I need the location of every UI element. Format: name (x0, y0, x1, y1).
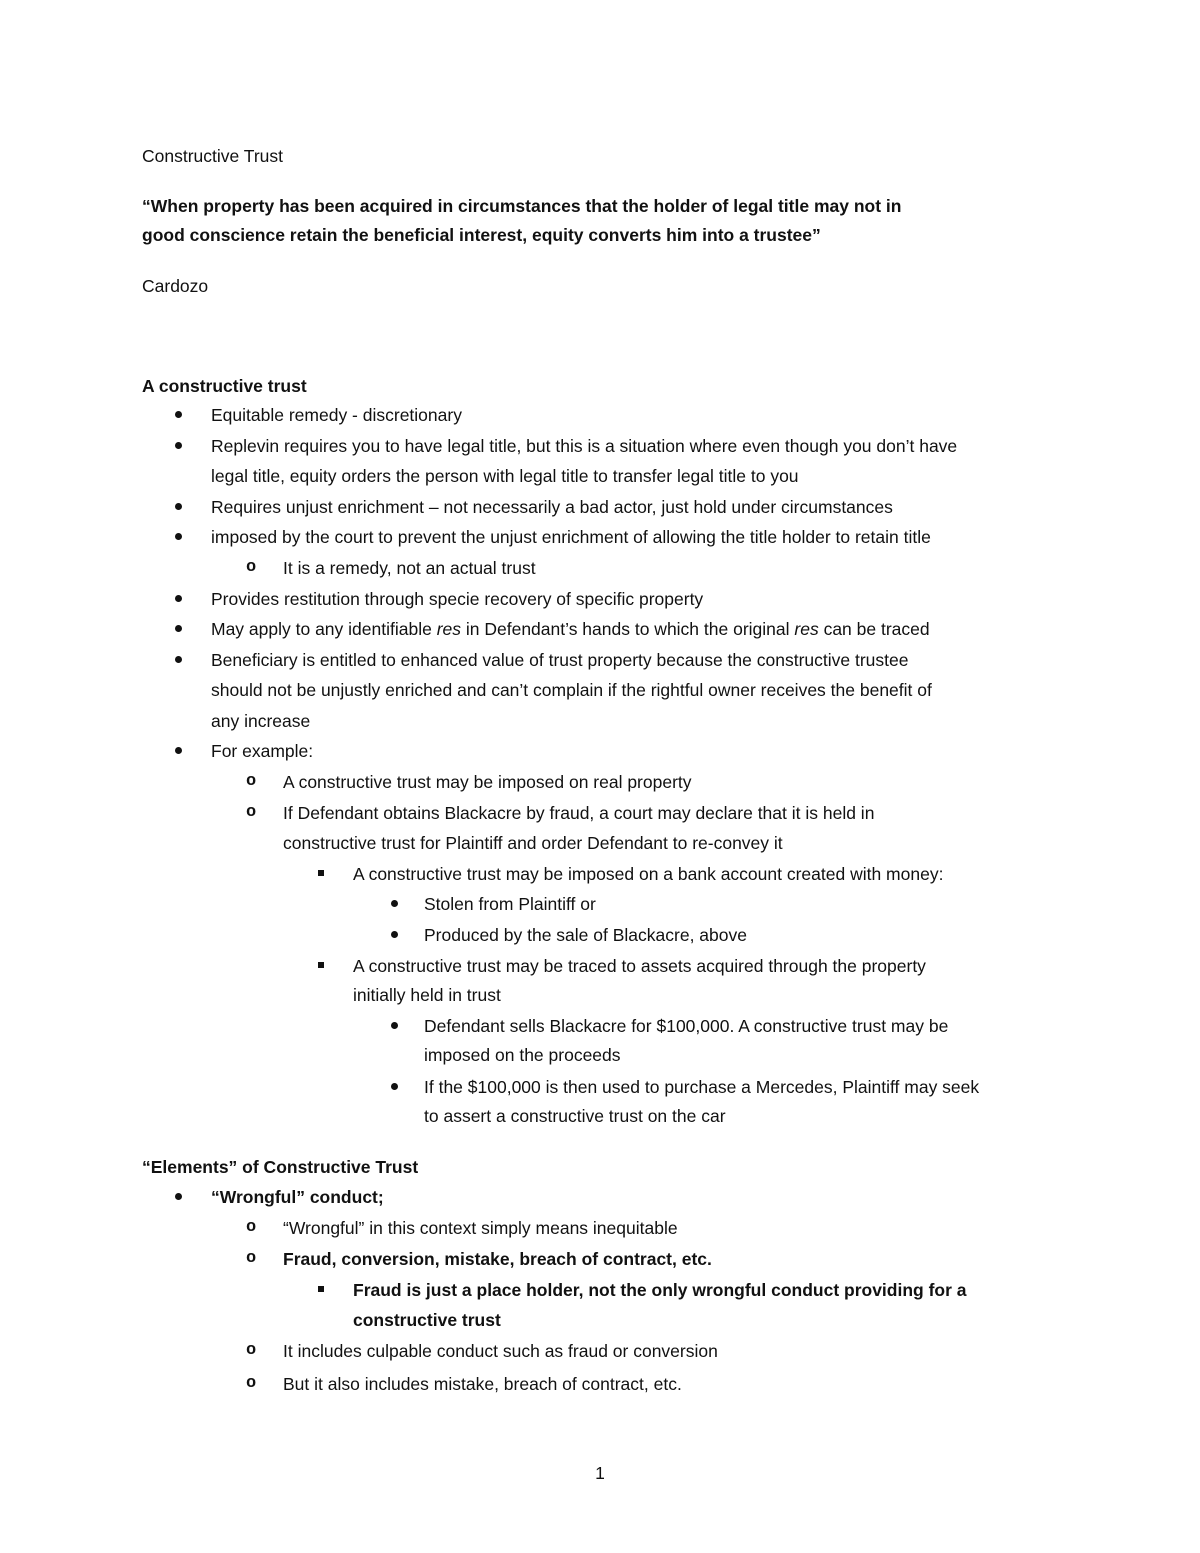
list-item-continuation: any increase (211, 711, 311, 731)
text-run-italic: res (794, 619, 819, 639)
quote-line-2: good conscience retain the beneficial interest, equity converts him into a trustee” (142, 225, 821, 245)
sub-bullet-o: o (246, 772, 257, 791)
list-item: Requires unjust enrichment – not necessarily a bad actor, just hold under circumstances (211, 497, 893, 517)
sub-sub-list-item: Fraud is just a place holder, not the only wrongful conduct providing for a (353, 1280, 967, 1300)
list-item: Beneficiary is entitled to enhanced value of trust property because the constructive trustee (211, 650, 909, 670)
sub-list-item: It is a remedy, not an actual trust (283, 558, 536, 578)
text-run-italic: res (436, 619, 462, 639)
list-item: Provides restitution through specie recovery of specific property (211, 589, 704, 609)
level4-list-item: Defendant sells Blackacre for $100,000. A constructive trust may be (424, 1016, 949, 1036)
bullet-dot (391, 931, 398, 938)
sub-list-item: “Wrongful” in this context simply means inequitable (283, 1218, 678, 1238)
bullet-dot (175, 625, 182, 632)
bullet-dot (175, 533, 182, 540)
document-title: Constructive Trust (142, 146, 284, 166)
bullet-dot (175, 656, 182, 663)
sub-bullet-o: o (246, 803, 257, 822)
list-item: Replevin requires you to have legal title, but this is a situation where even though you don’t have (211, 436, 958, 456)
bullet-dot (391, 1083, 398, 1090)
list-item-continuation: legal title, equity orders the person with legal title to transfer legal title to you (211, 466, 799, 486)
quote-author: Cardozo (142, 276, 209, 296)
level4-list-item: Produced by the sale of Blackacre, above (424, 925, 747, 945)
section-heading-constructive-trust: A constructive trust (142, 376, 307, 396)
page-number: 1 (595, 1463, 605, 1483)
text-run: in Defendant’s hands to which the original (461, 619, 795, 639)
list-item: For example: (211, 741, 314, 761)
quote-line-1: “When property has been acquired in circumstances that the holder of legal title may not in (142, 196, 902, 216)
sub-sub-list-item: A constructive trust may be imposed on a bank account created with money: (353, 864, 944, 884)
sub-bullet-o: o (246, 1218, 257, 1237)
sub-bullet-o: o (246, 1341, 257, 1360)
list-item: imposed by the court to prevent the unjust enrichment of allowing the title holder to retain title (211, 527, 931, 547)
list-item: Equitable remedy - discretionary (211, 405, 462, 425)
bullet-dot (175, 1193, 182, 1200)
bullet-dot (175, 442, 182, 449)
level4-list-item-continuation: to assert a constructive trust on the car (424, 1106, 726, 1126)
bullet-dot (175, 595, 182, 602)
level4-list-item: If the $100,000 is then used to purchase a Mercedes, Plaintiff may seek (424, 1077, 980, 1097)
sub-sub-list-item: A constructive trust may be traced to assets acquired through the property (353, 956, 926, 976)
sub-list-item: A constructive trust may be imposed on real property (283, 772, 692, 792)
level4-list-item-continuation: imposed on the proceeds (424, 1045, 621, 1065)
list-item-continuation: should not be unjustly enriched and can’t complain if the rightful owner receives the benefit of (211, 680, 932, 700)
sub-bullet-o: o (246, 1249, 257, 1268)
text-run: can be traced (818, 619, 930, 639)
sub-sub-list-item-continuation: constructive trust (353, 1310, 501, 1330)
bullet-square (318, 1286, 324, 1292)
sub-sub-list-item-continuation: initially held in trust (353, 985, 501, 1005)
level4-list-item: Stolen from Plaintiff or (424, 894, 596, 914)
bullet-dot (175, 503, 182, 510)
bullet-dot (391, 900, 398, 907)
bullet-dot (391, 1022, 398, 1029)
sub-list-item: It includes culpable conduct such as fraud or conversion (283, 1341, 718, 1361)
sub-list-item: Fraud, conversion, mistake, breach of contract, etc. (283, 1249, 712, 1269)
bullet-dot (175, 747, 182, 754)
text-run: May apply to any identifiable (211, 619, 437, 639)
bullet-square (318, 962, 324, 968)
section-heading-elements: “Elements” of Constructive Trust (142, 1157, 419, 1177)
sub-list-item-continuation: constructive trust for Plaintiff and order Defendant to re-convey it (283, 833, 783, 853)
bullet-square (318, 870, 324, 876)
list-item (211, 618, 930, 640)
bullet-dot (175, 411, 182, 418)
list-item: “Wrongful” conduct; (211, 1187, 384, 1207)
sub-list-item: If Defendant obtains Blackacre by fraud, a court may declare that it is held in (283, 803, 875, 823)
sub-bullet-o: o (246, 558, 257, 577)
sub-list-item: But it also includes mistake, breach of contract, etc. (283, 1374, 682, 1394)
sub-bullet-o: o (246, 1374, 257, 1393)
